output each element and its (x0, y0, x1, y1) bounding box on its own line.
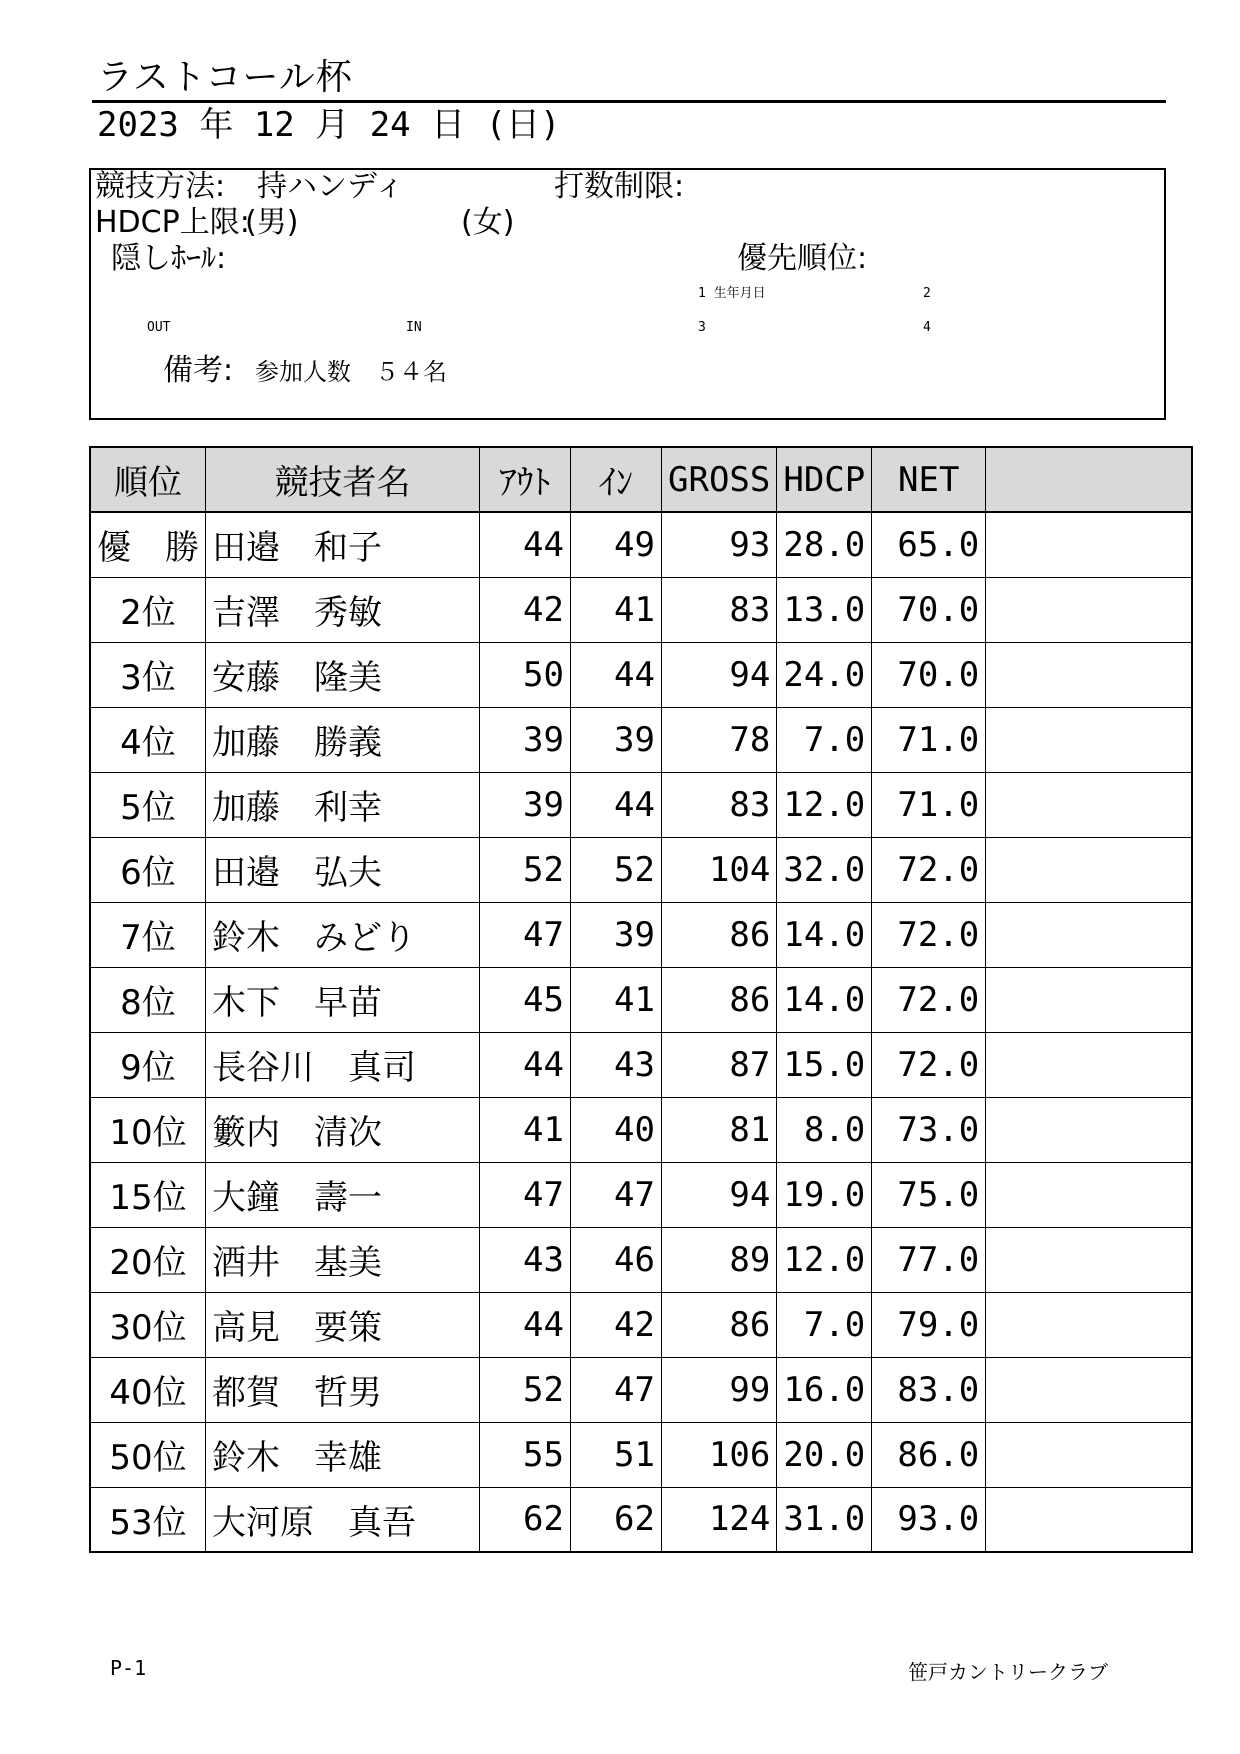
cell-out: 39 (480, 772, 571, 837)
cell-name: 酒井 基美 (206, 1227, 480, 1292)
cell-out: 47 (480, 902, 571, 967)
cell-gross: 99 (662, 1357, 777, 1422)
table-row (90, 772, 1192, 837)
cell-blank (986, 642, 1192, 707)
cell-in: 42 (571, 1292, 662, 1357)
cell-in: 44 (571, 772, 662, 837)
cell-blank (986, 707, 1192, 772)
cell-rank: 3位 (90, 642, 206, 707)
cell-gross: 83 (662, 772, 777, 837)
cell-in: 52 (571, 837, 662, 902)
cell-hdcp: 14.0 (777, 902, 872, 967)
cell-name: 鈴木 みどり (206, 902, 480, 967)
cell-name: 田邉 弘夫 (206, 837, 480, 902)
hdcp-female-label: (女) (461, 205, 515, 240)
hdcp-male-label: (男) (245, 205, 299, 240)
cell-hdcp: 16.0 (777, 1357, 872, 1422)
cell-in: 43 (571, 1032, 662, 1097)
cell-hdcp: 32.0 (777, 837, 872, 902)
cell-gross: 89 (662, 1227, 777, 1292)
cell-net: 72.0 (872, 902, 986, 967)
cell-hdcp: 7.0 (777, 1292, 872, 1357)
page-number: P-1 (110, 1656, 147, 1680)
cell-in: 51 (571, 1422, 662, 1487)
cell-gross: 94 (662, 1162, 777, 1227)
cell-name: 吉澤 秀敏 (206, 577, 480, 642)
cell-net: 72.0 (872, 1032, 986, 1097)
page-title: ラストコール杯 (97, 57, 353, 98)
cell-rank: 50位 (90, 1422, 206, 1487)
cell-blank (986, 772, 1192, 837)
cell-net: 71.0 (872, 772, 986, 837)
table-row (90, 512, 1192, 577)
cell-out: 44 (480, 512, 571, 577)
cell-name: 籔内 清次 (206, 1097, 480, 1162)
cell-rank: 15位 (90, 1162, 206, 1227)
cell-out: 62 (480, 1487, 571, 1552)
col-header-blank (986, 447, 1192, 512)
cell-rank: 4位 (90, 707, 206, 772)
cell-rank: 2位 (90, 577, 206, 642)
col-header-out: ｱｳﾄ (480, 447, 571, 512)
table-row (90, 642, 1192, 707)
table-row (90, 707, 1192, 772)
cell-gross: 104 (662, 837, 777, 902)
cell-net: 77.0 (872, 1227, 986, 1292)
cell-out: 55 (480, 1422, 571, 1487)
cell-gross: 86 (662, 1292, 777, 1357)
method-label: 競技方法: (95, 169, 226, 204)
cell-blank (986, 1227, 1192, 1292)
cell-out: 50 (480, 642, 571, 707)
cell-name: 都賀 哲男 (206, 1357, 480, 1422)
table-row (90, 1032, 1192, 1097)
col-header-net: NET (872, 447, 986, 512)
cell-net: 86.0 (872, 1422, 986, 1487)
cell-blank (986, 1422, 1192, 1487)
table-row (90, 1227, 1192, 1292)
cell-rank: 30位 (90, 1292, 206, 1357)
cell-gross: 81 (662, 1097, 777, 1162)
cell-blank (986, 1292, 1192, 1357)
priority-label: 優先順位: (737, 241, 868, 276)
cell-out: 45 (480, 967, 571, 1032)
cell-in: 46 (571, 1227, 662, 1292)
cell-name: 加藤 利幸 (206, 772, 480, 837)
cell-rank: 6位 (90, 837, 206, 902)
cell-rank: 53位 (90, 1487, 206, 1552)
cell-in: 41 (571, 577, 662, 642)
cell-hdcp: 14.0 (777, 967, 872, 1032)
cell-name: 田邉 和子 (206, 512, 480, 577)
cell-rank: 5位 (90, 772, 206, 837)
cell-rank: 優 勝 (90, 512, 206, 577)
col-header-gross: GROSS (662, 447, 777, 512)
cell-in: 44 (571, 642, 662, 707)
cell-in: 40 (571, 1097, 662, 1162)
cell-gross: 83 (662, 577, 777, 642)
cell-out: 41 (480, 1097, 571, 1162)
cell-gross: 78 (662, 707, 777, 772)
cell-out: 52 (480, 837, 571, 902)
cell-hdcp: 20.0 (777, 1422, 872, 1487)
cell-rank: 9位 (90, 1032, 206, 1097)
cell-name: 長谷川 真司 (206, 1032, 480, 1097)
table-row (90, 967, 1192, 1032)
hdcp-limit-label: HDCP上限: (95, 205, 250, 240)
table-row (90, 902, 1192, 967)
club-name: 笹戸カントリークラブ (908, 1660, 1108, 1684)
cell-net: 65.0 (872, 512, 986, 577)
cell-gross: 124 (662, 1487, 777, 1552)
cell-hdcp: 28.0 (777, 512, 872, 577)
cell-hdcp: 15.0 (777, 1032, 872, 1097)
out-label: OUT (147, 320, 171, 335)
cell-blank (986, 512, 1192, 577)
cell-net: 72.0 (872, 837, 986, 902)
col-header-in: ｲﾝ (571, 447, 662, 512)
cell-hdcp: 19.0 (777, 1162, 872, 1227)
col-header-hdcp: HDCP (777, 447, 872, 512)
cell-out: 52 (480, 1357, 571, 1422)
cell-out: 47 (480, 1162, 571, 1227)
table-row (90, 577, 1192, 642)
cell-hdcp: 7.0 (777, 707, 872, 772)
cell-hdcp: 13.0 (777, 577, 872, 642)
cell-blank (986, 577, 1192, 642)
table-row (90, 1292, 1192, 1357)
event-date: 2023 年 12 月 24 日 (日) (97, 105, 561, 145)
results-table (89, 446, 1193, 1553)
cell-blank (986, 1097, 1192, 1162)
cell-out: 43 (480, 1227, 571, 1292)
cell-rank: 7位 (90, 902, 206, 967)
cell-gross: 86 (662, 902, 777, 967)
col-header-name: 競技者名 (206, 447, 480, 512)
cell-net: 70.0 (872, 577, 986, 642)
cell-net: 73.0 (872, 1097, 986, 1162)
cell-in: 39 (571, 707, 662, 772)
cell-hdcp: 24.0 (777, 642, 872, 707)
table-row (90, 1162, 1192, 1227)
table-row (90, 837, 1192, 902)
cell-name: 大河原 真吾 (206, 1487, 480, 1552)
cell-gross: 86 (662, 967, 777, 1032)
cell-in: 47 (571, 1162, 662, 1227)
cell-gross: 106 (662, 1422, 777, 1487)
cell-in: 47 (571, 1357, 662, 1422)
cell-net: 79.0 (872, 1292, 986, 1357)
priority-2: 2 (923, 286, 931, 301)
cell-net: 93.0 (872, 1487, 986, 1552)
table-row (90, 1097, 1192, 1162)
cell-name: 木下 早苗 (206, 967, 480, 1032)
cell-gross: 87 (662, 1032, 777, 1097)
cell-name: 高見 要策 (206, 1292, 480, 1357)
table-row (90, 1487, 1192, 1552)
cell-out: 39 (480, 707, 571, 772)
cell-net: 71.0 (872, 707, 986, 772)
priority-3: 3 (698, 320, 706, 335)
in-label: IN (406, 320, 422, 335)
cell-rank: 8位 (90, 967, 206, 1032)
cell-name: 加藤 勝義 (206, 707, 480, 772)
cell-in: 41 (571, 967, 662, 1032)
cell-blank (986, 1487, 1192, 1552)
cell-hdcp: 31.0 (777, 1487, 872, 1552)
cell-blank (986, 1357, 1192, 1422)
cell-name: 安藤 隆美 (206, 642, 480, 707)
table-header-row (90, 447, 1192, 512)
method-value: 持ハンディ (257, 169, 405, 204)
cell-net: 70.0 (872, 642, 986, 707)
cell-blank (986, 967, 1192, 1032)
priority-4: 4 (923, 320, 931, 335)
cell-hdcp: 12.0 (777, 772, 872, 837)
cell-in: 39 (571, 902, 662, 967)
cell-blank (986, 1032, 1192, 1097)
table-row (90, 1422, 1192, 1487)
cell-hdcp: 8.0 (777, 1097, 872, 1162)
cell-blank (986, 1162, 1192, 1227)
cell-rank: 20位 (90, 1227, 206, 1292)
competition-info-box (89, 168, 1166, 420)
cell-name: 大鐘 壽一 (206, 1162, 480, 1227)
stroke-limit-label: 打数制限: (554, 169, 685, 204)
cell-rank: 40位 (90, 1357, 206, 1422)
cell-rank: 10位 (90, 1097, 206, 1162)
cell-net: 72.0 (872, 967, 986, 1032)
remarks-label: 備考: (163, 353, 234, 388)
cell-out: 44 (480, 1292, 571, 1357)
hidden-hole-label: 隠しﾎｰﾙ: (111, 241, 227, 276)
remarks-value: 参加人数 ５４名 (255, 358, 447, 386)
table-row (90, 1357, 1192, 1422)
cell-blank (986, 902, 1192, 967)
priority-1: 1 生年月日 (698, 286, 766, 301)
cell-name: 鈴木 幸雄 (206, 1422, 480, 1487)
title-underline (92, 100, 1166, 103)
cell-net: 83.0 (872, 1357, 986, 1422)
cell-gross: 94 (662, 642, 777, 707)
cell-in: 49 (571, 512, 662, 577)
cell-in: 62 (571, 1487, 662, 1552)
cell-hdcp: 12.0 (777, 1227, 872, 1292)
col-header-rank: 順位 (90, 447, 206, 512)
cell-gross: 93 (662, 512, 777, 577)
results-body (90, 512, 1192, 1552)
cell-blank (986, 837, 1192, 902)
cell-out: 44 (480, 1032, 571, 1097)
cell-out: 42 (480, 577, 571, 642)
cell-net: 75.0 (872, 1162, 986, 1227)
